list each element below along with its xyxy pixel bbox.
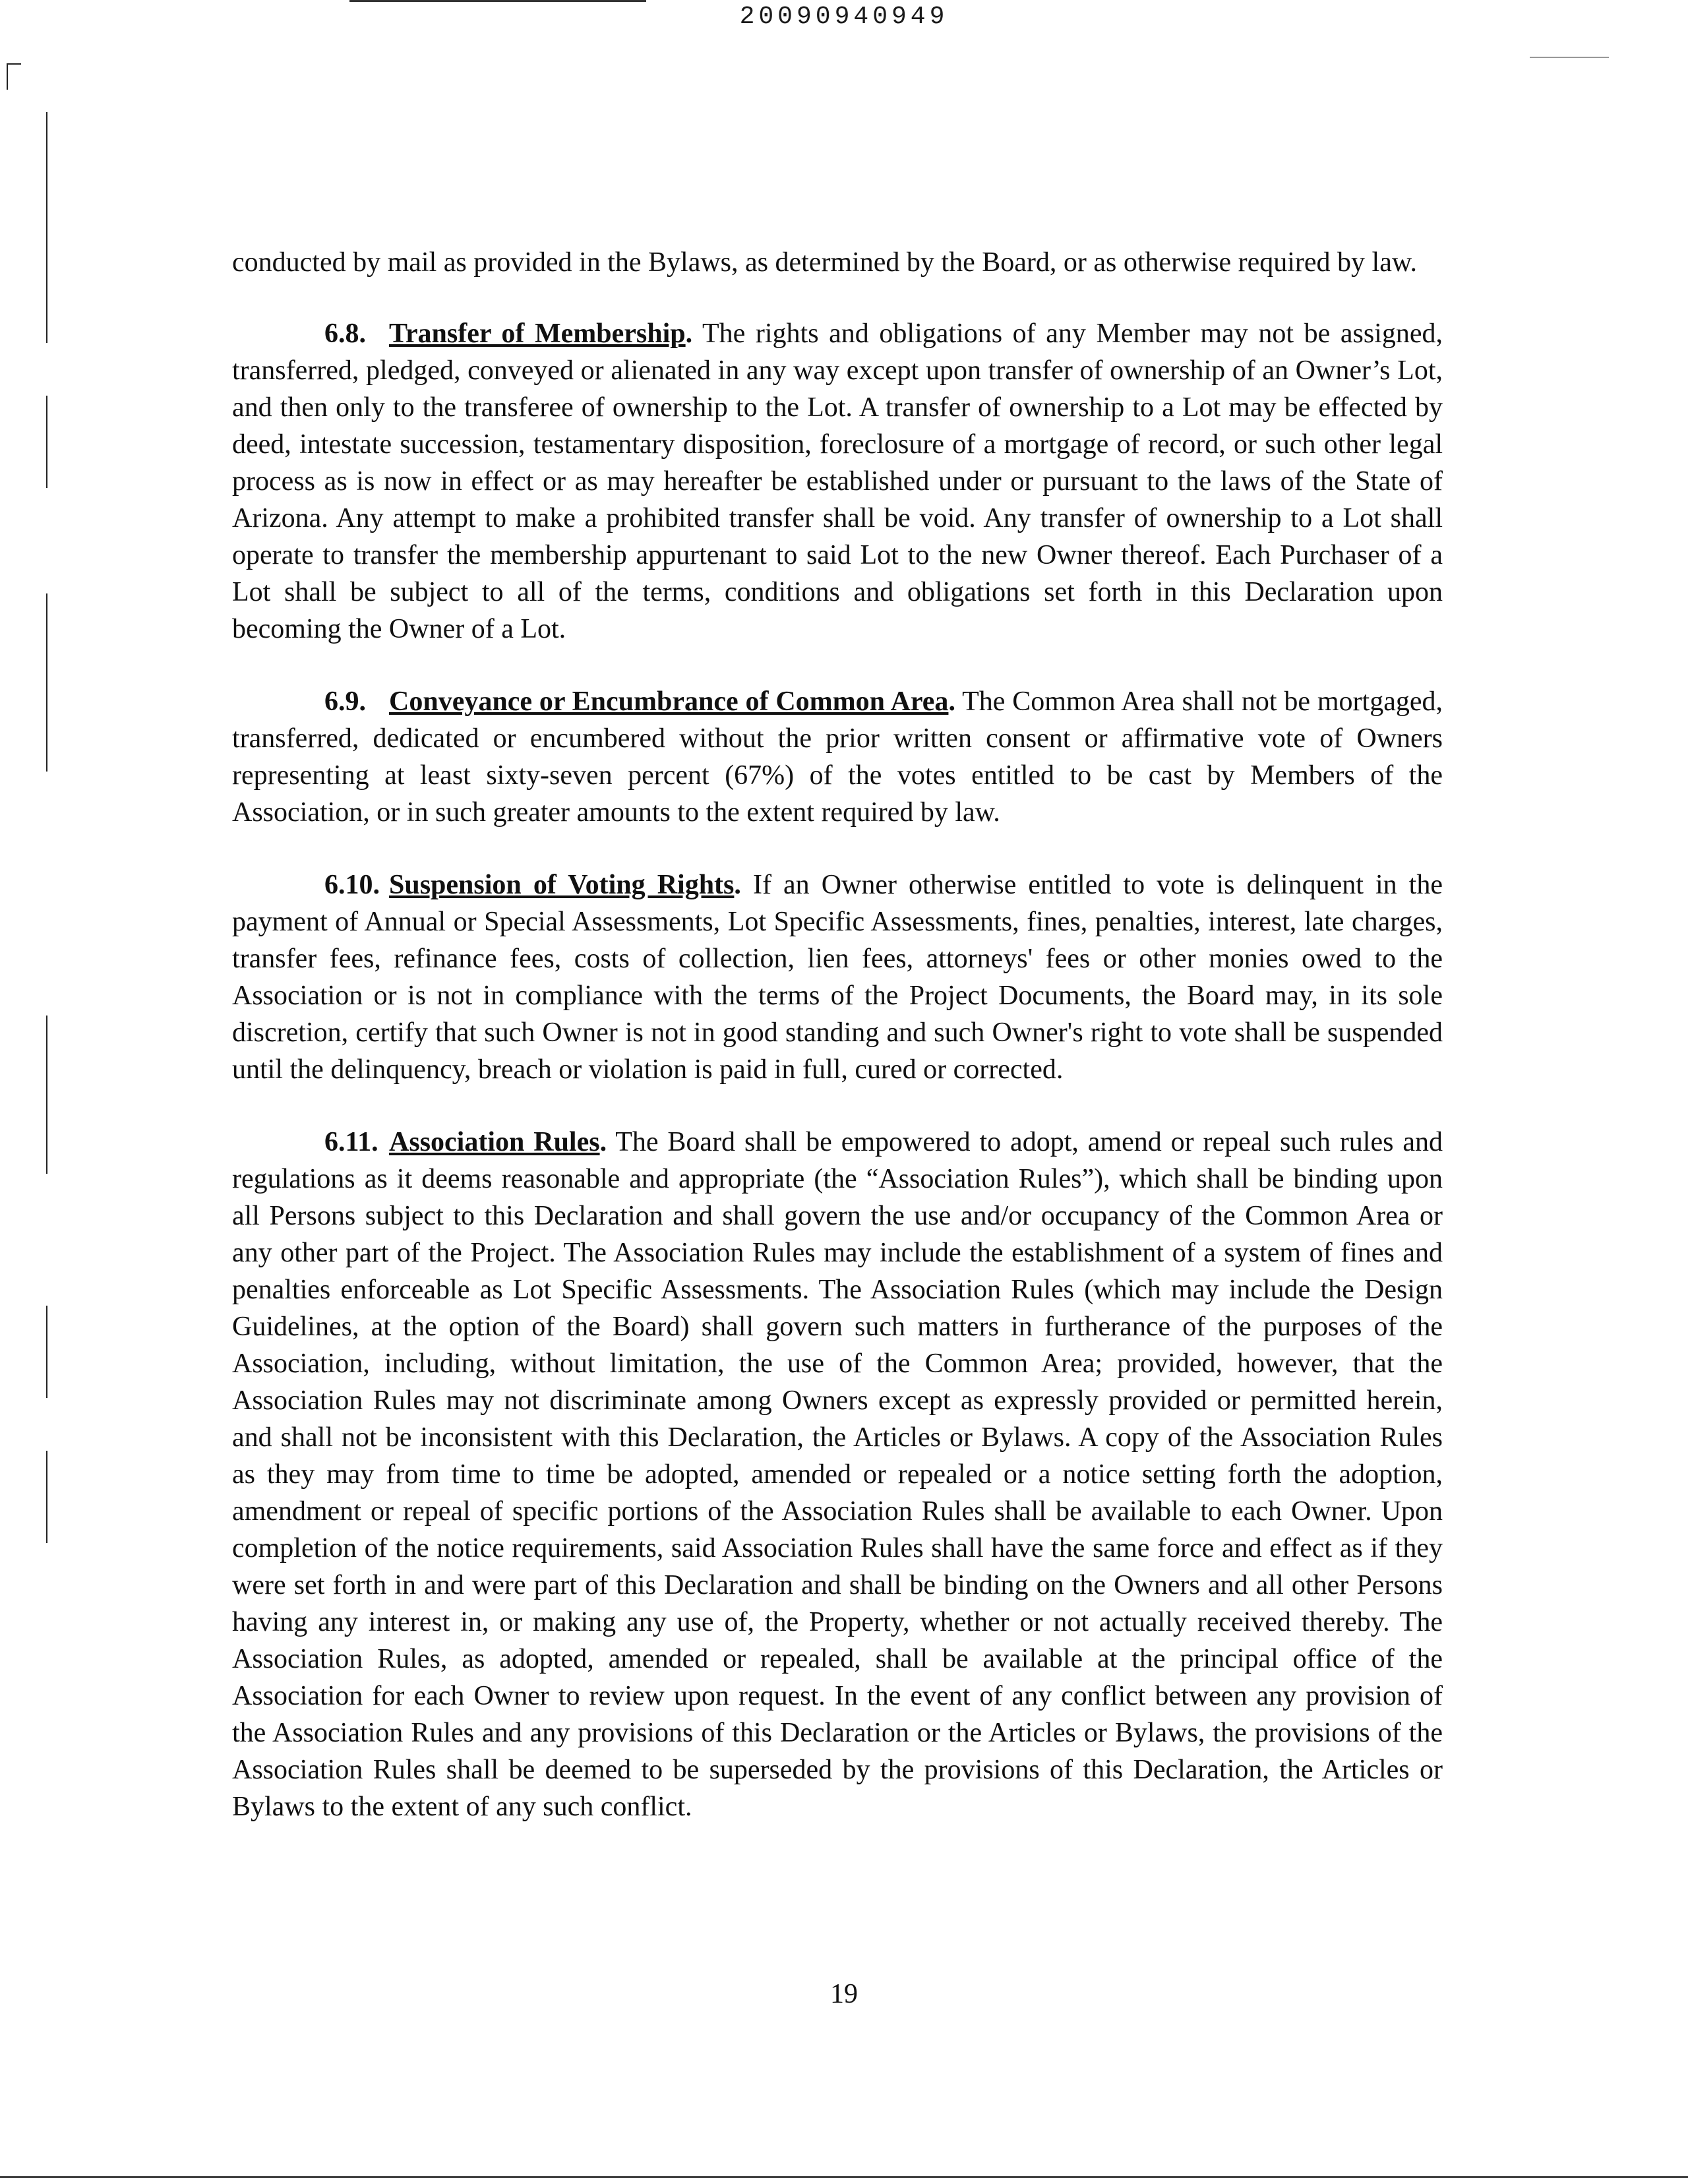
- section-heading: Transfer of Membership: [389, 318, 686, 349]
- section-6-11: 6.11. Association Rules. The Board shall be empowered to adopt, amend or repeal such rules and regulations as it deems reasonable and appropriate (the “Association Rules”), which shall be binding upon all Persons subject to this Declaration and shall govern the use and/or occupancy of the Common Area or any other part of the Project. The Association Rules may include the establishment of a system of fines and penalties enforceable as Lot Specific Assessments. The Association Rules (which may include the Design Guidelines, at the option of the Board) shall govern such matters in furtherance of the purposes of the Association, including, without limitation, the use of the Common Area; provided, however, that the Association Rules may not discriminate among Owners except as expressly provided or permitted herein, and shall not be inconsistent with this Declaration, the Articles or Bylaws. A copy of the Association Rules as they may from time to time be adopted, amended or repealed or a notice setting forth the adoption, amendment or repeal of specific portions of the Association Rules shall be available to each Owner. Upon completion of the notice requirements, said Association Rules shall have the same force and effect as if they were set forth in and were part of this Declaration and shall be binding on the Owners and all other Persons having any interest in, or making any use of, the Property, whether or not actually received thereby. The Association Rules, as adopted, amended or repealed, shall be available at the principal office of the Association for each Owner to review upon request. In the event of any conflict between any provision of the Association Rules and any provisions of this Declaration or the Articles or Bylaws, the provisions of the Association Rules shall be deemed to be superseded by the provisions of this Declaration, the Articles or Bylaws to the extent of any such conflict.: [232, 1124, 1443, 1825]
- section-body: The Common Area shall not be mortgaged, transferred, dedicated or encumbered without the prior written consent or affirmative vote of Owners representing at least sixty-seven percent (67%) of the votes entitled to be cast by Members of the Association, or in such greater amounts to the extent required by law.: [232, 686, 1443, 828]
- section-6-10: 6.10. Suspension of Voting Rights. If an Owner otherwise entitled to vote is delinquent in the payment of Annual or Special Assessments, Lot Specific Assessments, fines, penalties, interest, late charges, transfer fees, refinance fees, costs of collection, lien fees, attorneys' fees or other monies owed to the Association or is not in compliance with the terms of the Project Documents, the Board may, in its sole discretion, certify that such Owner is not in good standing and such Owner's right to vote shall be suspended until the delinquency, breach or violation is paid in full, cured or corrected.: [232, 866, 1443, 1088]
- bottom-rule: [0, 2176, 1688, 2178]
- scan-artifact: [46, 396, 47, 488]
- scan-artifact: [7, 63, 8, 90]
- intro-paragraph: conducted by mail as provided in the Bylaws, as determined by the Board, or as otherwise required by law.: [232, 247, 1417, 278]
- section-number: 6.8.: [324, 318, 366, 349]
- scan-artifact: [46, 1306, 47, 1398]
- section-heading: Suspension of Voting Rights: [389, 870, 735, 900]
- scan-artifact: [46, 593, 47, 772]
- scan-artifact: [1530, 57, 1609, 58]
- section-number: 6.9.: [324, 686, 366, 717]
- section-body: The rights and obligations of any Member may not be assigned, transferred, pledged, conveyed or alienated in any way except upon transfer of ownership of an Owner’s Lot, and then only to the transferee of ownership to the Lot. A transfer of ownership to a Lot may be effected by deed, intestate succession, testamentary disposition, foreclosure of a mortgage of record, or such other legal process as is now in effect or as may hereafter be established under or pursuant to the laws of the State of Arizona. Any attempt to make a prohibited transfer shall be void. Any transfer of ownership to a Lot shall operate to transfer the membership appurtenant to said Lot to the new Owner thereof. Each Purchaser of a Lot shall be subject to all of the terms, conditions and obligations set forth in this Declaration upon becoming the Owner of a Lot.: [232, 318, 1443, 644]
- page-number: 19: [830, 1979, 858, 2009]
- section-heading: Conveyance or Encumbrance of Common Area: [389, 686, 949, 717]
- scan-artifact: [46, 1451, 47, 1543]
- top-rule: [349, 0, 646, 2]
- section-number: 6.11.: [324, 1127, 378, 1157]
- section-number: 6.10.: [324, 870, 380, 900]
- document-body: [232, 244, 1443, 1861]
- section-body: If an Owner otherwise entitled to vote is delinquent in the payment of Annual or Special Assessments, Lot Specific Assessments, fines, penalties, interest, late charges, transfer fees, refinance fees, costs of collection, lien fees, attorneys' fees or other monies owed to the Association or is not in compliance with the terms of the Project Documents, the Board may, in its sole discretion, certify that such Owner is not in good standing and such Owner's right to vote shall be suspended until the delinquency, breach or violation is paid in full, cured or corrected.: [232, 870, 1443, 1085]
- section-body: The Board shall be empowered to adopt, amend or repeal such rules and regulations as it deems reasonable and appropriate (the “Association Rules”), which shall be binding upon all Persons subject to this Declaration and shall govern the use and/or occupancy of the Common Area or any other part of the Project. The Association Rules may include the establishment of a system of fines and penalties enforceable as Lot Specific Assessments. The Association Rules (which may include the Design Guidelines, at the option of the Board) shall govern such matters in furtherance of the purposes of the Association, including, without limitation, the use of the Common Area; provided, however, that the Association Rules may not discriminate among Owners except as expressly provided or permitted herein, and shall not be inconsistent with this Declaration, the Articles or Bylaws. A copy of the Association Rules as they may from time to time be adopted, amended or repealed or a notice setting forth the adoption, amendment or repeal of specific portions of the Association Rules shall be available to each Owner. Upon completion of the notice requirements, said Association Rules shall have the same force and effect as if they were set forth in and were part of this Declaration and shall be binding on the Owners and all other Persons having any interest in, or making any use of, the Property, whether or not actually received thereby. The Association Rules, as adopted, amended or repealed, shall be available at the principal office of the Association for each Owner to review upon request. In the event of any conflict between any provision of the Association Rules and any provisions of this Declaration or the Articles or Bylaws, the provisions of the Association Rules shall be deemed to be superseded by the provisions of this Declaration, the Articles or Bylaws to the extent of any such conflict.: [232, 1127, 1443, 1822]
- scan-artifact: [46, 112, 47, 343]
- section-6-8: 6.8. Transfer of Membership. The rights and obligations of any Member may not be assigned, transferred, pledged, conveyed or alienated in any way except upon transfer of ownership of an Owner’s Lot, and then only to the transferee of ownership to the Lot. A transfer of ownership to a Lot may be effected by deed, intestate succession, testamentary disposition, foreclosure of a mortgage of record, or such other legal process as is now in effect or as may hereafter be established under or pursuant to the laws of the State of Arizona. Any attempt to make a prohibited transfer shall be void. Any transfer of ownership to a Lot shall operate to transfer the membership appurtenant to said Lot to the new Owner thereof. Each Purchaser of a Lot shall be subject to all of the terms, conditions and obligations set forth in this Declaration upon becoming the Owner of a Lot.: [232, 315, 1443, 648]
- section-6-9: 6.9. Conveyance or Encumbrance of Common Area. The Common Area shall not be mortgaged, transferred, dedicated or encumbered without the prior written consent or affirmative vote of Owners representing at least sixty-seven percent (67%) of the votes entitled to be cast by Members of the Association, or in such greater amounts to the extent required by law.: [232, 683, 1443, 831]
- document-number: 20090940949: [739, 3, 949, 31]
- section-heading: Association Rules: [389, 1127, 600, 1157]
- scan-artifact: [46, 1016, 47, 1174]
- scan-artifact: [7, 63, 21, 65]
